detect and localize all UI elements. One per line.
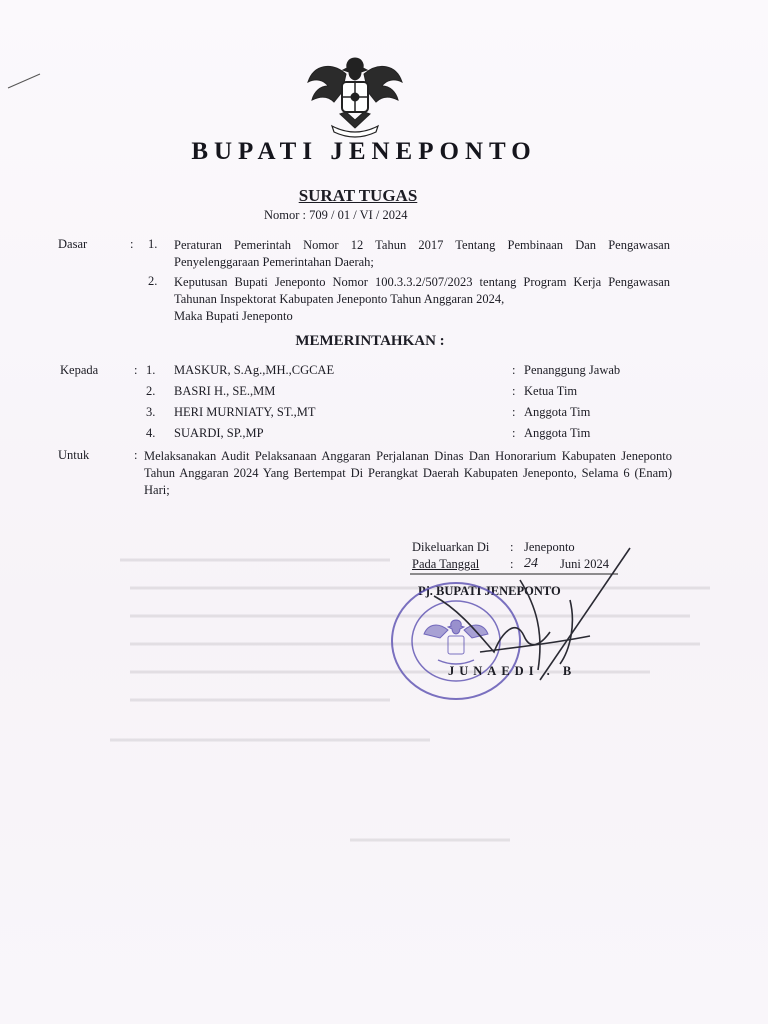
document-type-title: SURAT TUGAS	[298, 186, 418, 205]
document-number: Nomor : 709 / 01 / VI / 2024	[264, 208, 408, 222]
member-number: 3.	[146, 405, 156, 419]
dasar-item-number: 2.	[148, 274, 158, 288]
member-number: 1.	[146, 363, 156, 377]
dasar-label: Dasar	[58, 237, 88, 251]
date-month-year: Juni 2024	[560, 557, 609, 571]
member-role-colon: :	[512, 384, 516, 398]
member-number: 4.	[146, 426, 156, 440]
member-role-colon: :	[512, 426, 516, 440]
section-heading: MEMERINTAHKAN :	[295, 333, 445, 349]
date-colon: :	[510, 557, 514, 571]
dasar-item-text: Peraturan Pemerintah Nomor 12 Tahun 2017 Tentang Pembinaan Dan Pengawasan Penyelenggaraan Pemerintahan Daerah;	[174, 238, 670, 269]
scan-artifact-mark	[6, 68, 46, 92]
untuk-text: Melaksanakan Audit Pelaksanaan Anggaran Perjalanan Dinas Dan Honorarium Kabupaten Jeneponto Tahun Anggaran 2024 Yang Bertempat Di Perangkat Daerah Kabupaten Jeneponto, Selama 6 (Enam) Hari;	[144, 449, 672, 497]
member-role: Penanggung Jawab	[524, 363, 621, 377]
date-day: 24	[524, 556, 538, 571]
untuk-label: Untuk	[58, 448, 90, 462]
kepada-label: Kepada	[60, 363, 99, 377]
issued-at-value: Jeneponto	[524, 540, 575, 554]
member-name: SUARDI, SP.,MP	[174, 426, 264, 440]
kepada-colon: :	[134, 363, 138, 377]
issued-at-colon: :	[510, 540, 514, 554]
member-name: HERI MURNIATY, ST.,MT	[174, 405, 316, 419]
member-name: MASKUR, S.Ag.,MH.,CGCAE	[174, 363, 335, 377]
office-title: Pj. BUPATI JENEPONTO	[418, 584, 561, 598]
signer-name: JUNAEDI . B	[448, 664, 577, 678]
dasar-item-text: Keputusan Bupati Jeneponto Nomor 100.3.3.2/507/2023 tentang Program Kerja Pengawasan Tahunan Inspektorat Kabupaten Jeneponto Tahun Anggaran 2024,	[174, 275, 670, 306]
member-role-colon: :	[512, 363, 516, 377]
member-name: BASRI H., SE.,MM	[174, 384, 276, 398]
dasar-colon: :	[130, 237, 134, 251]
issuer-title: BUPATI JENEPONTO	[191, 138, 537, 165]
dasar-closing-text: Maka Bupati Jeneponto	[174, 309, 293, 323]
member-role-colon: :	[512, 405, 516, 419]
dasar-item-number: 1.	[148, 237, 158, 251]
garuda-emblem-icon	[302, 52, 408, 140]
date-label: Pada Tanggal	[412, 557, 480, 571]
member-number: 2.	[146, 384, 156, 398]
issued-at-label: Dikeluarkan Di	[412, 540, 490, 554]
member-role: Anggota Tim	[524, 405, 591, 419]
untuk-colon: :	[134, 448, 138, 462]
member-role: Anggota Tim	[524, 426, 591, 440]
member-role: Ketua Tim	[524, 384, 578, 398]
